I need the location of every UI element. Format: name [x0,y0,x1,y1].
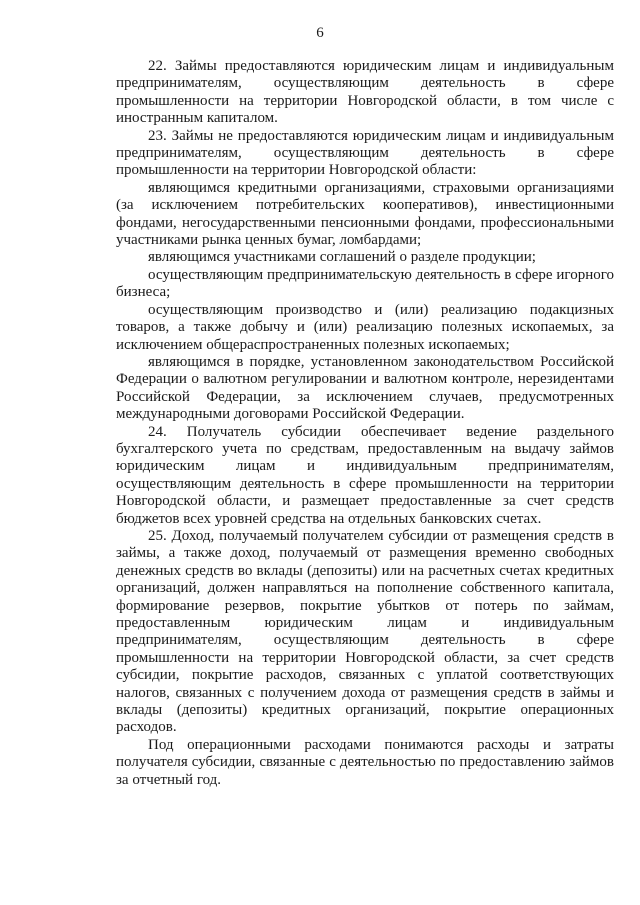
paragraph-25: 25. Доход, получаемый получателем субсидии от размещения средств в займы, а также доход, получаемый от размещения временно свободных денежных средств во вклады (депозиты) или на расчетных счетах кредитных организаций, должен направляться на пополнение собственного капитала, формирование резервов, покрытие убытков от потерь по займам, предоставленным юридическим лицам и индивидуальным предпринимателям, осуществляющим деятельность в сфере промышленности на территории Новгородской области, за счет средств субсидии, покрытие расходов, связанных с уплатой соответствующих налогов, связанных с получением дохода от размещения средств в займы и вклады (депозиты) кредитных организаций, покрытие операционных расходов. [116,527,614,736]
paragraph-operational-expenses: Под операционными расходами понимаются расходы и затраты получателя субсидии, связанные с деятельностью по предоставлению займов за отчетный год. [116,736,614,788]
list-item-credit-organizations: являющимся кредитными организациями, страховыми организациями (за исключением потребительских кооперативов), инвестиционными фондами, негосударственными пенсионными фондами, профессиональными участниками рынка ценных бумаг, ломбардами; [116,179,614,249]
document-body [116,58,614,789]
paragraph-24: 24. Получатель субсидии обеспечивает ведение раздельного бухгалтерского учета по средствам, предоставленным на выдачу займов юридическим лицам и индивидуальным предпринимателям, осуществляющим деятельность в сфере промышленности на территории Новгородской области, и размещает предоставленные за счет средств бюджетов всех уровней средства на отдельных банковских счетах. [116,423,614,527]
paragraph-22: 22. Займы предоставляются юридическим лицам и индивидуальным предпринимателям, осуществляющим деятельность в сфере промышленности на территории Новгородской области, в том числе с иностранным капиталом. [116,58,614,127]
list-item-excise-goods: осуществляющим производство и (или) реализацию подакцизных товаров, а также добычу и (или) реализацию полезных ископаемых, за исключением общераспространенных полезных ископаемых; [116,301,614,353]
list-item-production-sharing: являющимся участниками соглашений о разделе продукции; [148,249,536,266]
list-item-gambling: осуществляющим предпринимательскую деятельность в сфере игорного бизнеса; [116,266,614,301]
paragraph-23: 23. Займы не предоставляются юридическим лицам и индивидуальным предпринимателям, осуществляющим деятельность в сфере промышленности на территории Новгородской области: [116,127,614,179]
page-number: 6 [316,25,324,41]
list-item-nonresidents: являющимся в порядке, установленном законодательством Российской Федерации о валютном регулировании и валютном контроле, нерезидентами Российской Федерации, за исключением случаев, предусмотренных международными договорами Российской Федерации. [116,353,614,423]
